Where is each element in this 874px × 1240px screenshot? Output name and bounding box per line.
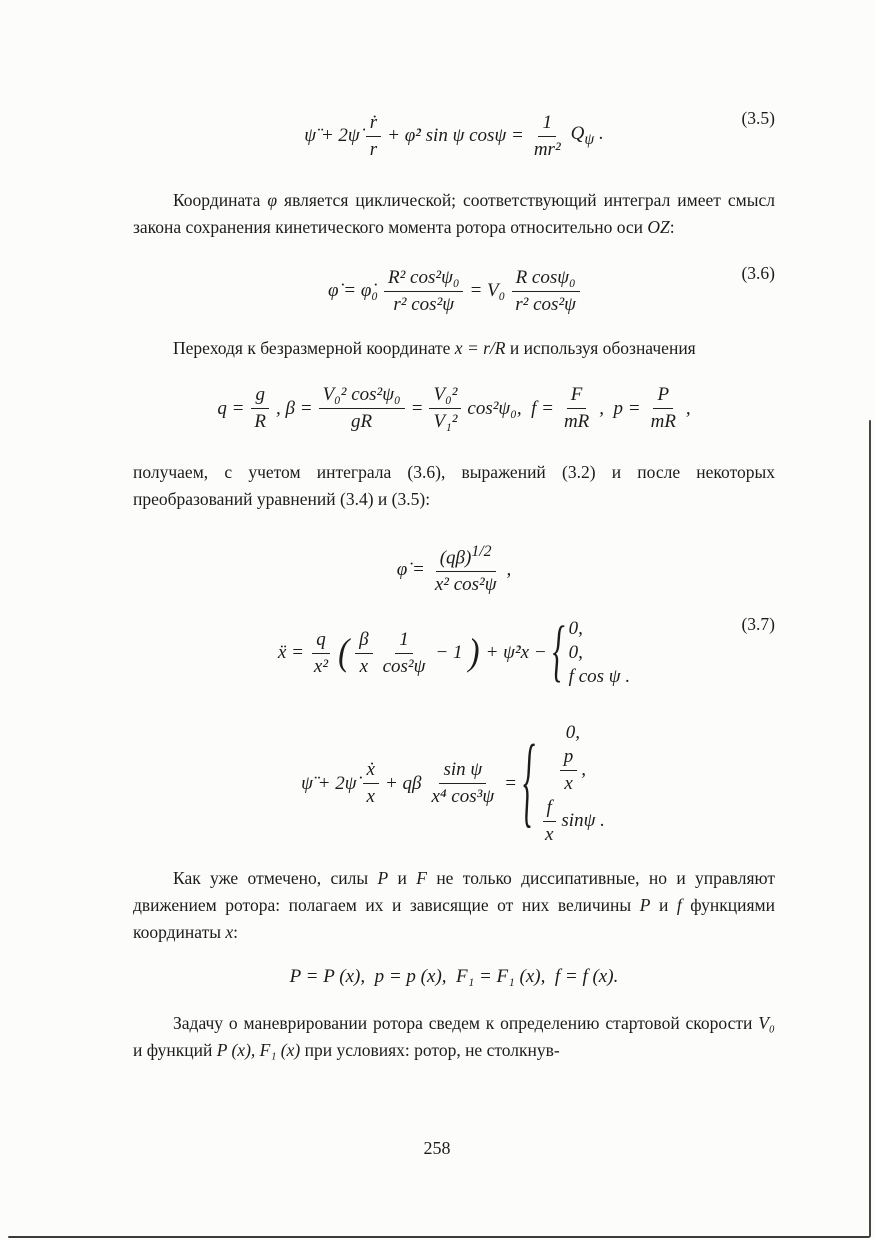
fraction-1-mr2: $\frac{1}{\text{mr²}}$ xyxy=(533,112,561,160)
left-brace-icon: { xyxy=(552,613,565,690)
cases-psi xyxy=(523,722,607,845)
equation-3-6 xyxy=(133,262,775,316)
equation-number-3-7: (3.7) xyxy=(741,614,775,635)
cases-3-7 xyxy=(552,613,631,690)
case-2: 0, xyxy=(568,642,583,664)
math-term: = V₀ xyxy=(469,280,506,302)
fraction-R2cos2: $\frac{\text{R² cos²ψ₀}}{\text{r² cos²ψ}}$ xyxy=(384,267,463,316)
math-term: P = P (x), p = p (x), F₁ = F₁ (x), f = f (x). xyxy=(289,966,619,988)
math-term: ψ̈ + 2ψ̇ xyxy=(301,772,357,794)
equation-phi-dot-line xyxy=(394,543,515,596)
math-term: + qβ xyxy=(384,772,422,794)
equation-psi-ddot-line xyxy=(298,722,610,845)
scan-edge-bottom xyxy=(8,1236,870,1238)
math-term: , xyxy=(506,558,512,580)
equation-number-3-5: (3.5) xyxy=(741,108,775,128)
fraction-g-R: $\frac{g}{R}$ xyxy=(250,384,270,433)
math-term: , β = xyxy=(276,397,313,419)
equation-number-3-6: (3.6) xyxy=(741,262,775,283)
math-term: ẍ = xyxy=(277,642,304,664)
math-term: , xyxy=(685,397,691,419)
math-term: ψ̈ + 2ψ̇ xyxy=(304,125,360,147)
fraction-V02cos2-gR: $\frac{\text{V₀² cos²ψ₀}}{gR}$ xyxy=(319,384,405,433)
paragraph-forces: Как уже отмечено, силы P и F не только диссипативные, но и управляют движением ротора: полагаем их и зависящие от них величины P и f функциями координаты x: xyxy=(133,868,775,943)
paragraph-coordinate-cyclic: Координата φ является циклической; соответствующий интеграл имеет смысл закона сохранения кинетического момента ротора относительно оси OZ: xyxy=(133,189,775,237)
equation-3-7 xyxy=(133,613,775,690)
fraction-1-cos2: $\frac{1}{\text{cos²ψ}}$ xyxy=(382,628,426,677)
equation-3-7-line xyxy=(275,613,633,690)
fraction-V02-V12: $\frac{\text{V₀²}}{\text{V₁²}}$ xyxy=(429,384,461,433)
equation-phi-dot xyxy=(133,543,775,596)
paragraph-dimensionless: Переходя к безразмерной координате x = r/R и используя обозначения xyxy=(173,338,696,359)
equation-psi-ddot xyxy=(133,722,775,845)
case-3: $\frac{f}{x}$ sinψ . xyxy=(539,797,607,846)
equation-functions xyxy=(133,966,775,988)
math-term: + ψ̇²x − xyxy=(485,642,547,664)
fraction-p-x: $\frac{p}{x}$ xyxy=(560,746,578,795)
fraction-xdot-x: $\frac{\text{ẋ}}{x}$ xyxy=(363,759,379,808)
fraction-sin-x4cos3: $\frac{\text{sin ψ}}{\text{x⁴ cos³ψ}}$ xyxy=(431,759,495,808)
right-paren: ) xyxy=(468,631,480,674)
page-content xyxy=(133,0,775,1064)
fraction-beta-x: $\frac{\beta}{x}$ xyxy=(355,629,372,678)
math-term: + φ̇² sin ψ cosψ = xyxy=(387,125,524,147)
fraction-q-x2: $\frac{q}{\text{x²}}$ xyxy=(313,628,329,677)
scan-edge-right xyxy=(869,420,871,1237)
paragraph-obtain: получаем, с учетом интеграла (3.6), выражений (3.2) и после некоторых преобразований уравнений (3.4) и (3.5): xyxy=(133,462,775,510)
math-term: cos²ψ₀, f = xyxy=(467,397,554,419)
math-term: − 1 xyxy=(435,642,463,664)
fraction-f-x: $\frac{f}{x}$ xyxy=(541,797,557,846)
fraction-F-mR: $\frac{F}{mR}$ xyxy=(563,384,590,433)
equation-3-6-line xyxy=(325,267,583,316)
case-1: 0, xyxy=(568,618,583,640)
page-number: 258 xyxy=(423,1138,451,1158)
case-1: 0, xyxy=(565,722,581,744)
equation-3-5-line xyxy=(301,112,606,161)
paragraph-maneuver: Задачу о маневрировании ротора сведем к определению стартовой скорости V₀ и функций P (x), F₁ (x) при условиях: ротор, не столкнув- xyxy=(133,1013,775,1061)
equation-functions-line xyxy=(287,966,622,988)
math-term: φ̇ = φ̇₀ xyxy=(328,280,378,302)
fraction-P-mR: $\frac{P}{mR}$ xyxy=(650,384,676,433)
equation-definitions-line xyxy=(214,384,693,433)
left-brace-icon: { xyxy=(522,725,535,839)
left-paren: ( xyxy=(338,631,350,674)
math-term-q-psi: $Q_\psi$ . xyxy=(570,123,604,149)
math-term: = xyxy=(410,397,424,419)
case-3: f cos ψ . xyxy=(568,666,631,688)
equation-definitions xyxy=(133,384,775,433)
fraction-Rcos: $\frac{\text{R cosψ₀}}{\text{r² cos²ψ}}$ xyxy=(511,267,580,316)
fraction-qbeta: $\frac{(q\beta)^{1/2}}{\text{x² cos²ψ}}$ xyxy=(434,543,497,596)
math-term: q = xyxy=(217,397,245,419)
math-term: , p = xyxy=(599,397,641,419)
fraction-rdot-r: $\frac{\text{ṙ}}{r}$ xyxy=(366,112,381,161)
case-2: $\frac{p}{x}$ , xyxy=(558,746,588,795)
equation-3-5 xyxy=(133,108,775,161)
math-term: φ̇ = xyxy=(396,558,425,580)
math-term: = xyxy=(504,772,517,794)
